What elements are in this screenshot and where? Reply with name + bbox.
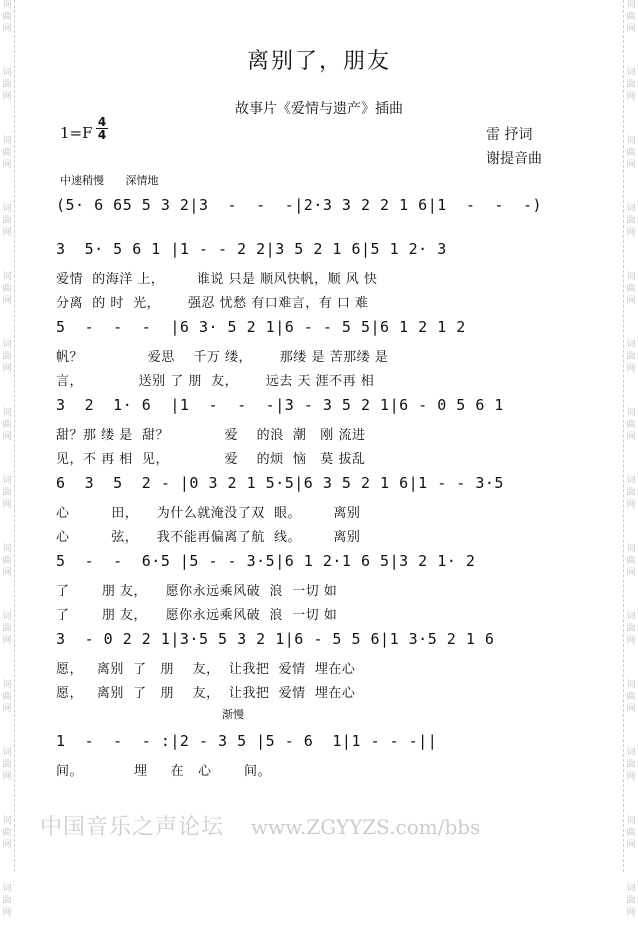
watermark-strip-left — [0, 0, 15, 918]
watermark-char: 曲 — [626, 556, 636, 566]
watermark-char: 网 — [2, 500, 12, 510]
watermark-char: 网 — [2, 704, 12, 714]
watermark-gap — [624, 376, 638, 406]
watermark-char: 词 — [626, 136, 636, 146]
watermark-char: 曲 — [626, 760, 636, 770]
watermark-char: 词 — [626, 68, 636, 78]
footer-forum-name: 中国音乐之声论坛 — [40, 815, 225, 840]
watermark-gap — [0, 580, 14, 610]
watermark-char: 网 — [2, 432, 12, 442]
watermark-gap — [624, 716, 638, 746]
watermark-char: 词 — [626, 612, 636, 622]
time-signature-top: 4 — [97, 115, 107, 129]
watermark-char: 网 — [626, 908, 636, 918]
watermark-gap — [624, 648, 638, 678]
watermark-char: 词 — [2, 612, 12, 622]
footer-url: www.ZGYYZS.com/bbs — [251, 815, 481, 839]
tempo-expression: 深情地 — [125, 174, 159, 187]
watermark-char: 曲 — [2, 556, 12, 566]
watermark-char: 网 — [2, 908, 12, 918]
watermark-char: 网 — [2, 568, 12, 578]
watermark-strip-right — [623, 0, 638, 918]
watermark-char: 网 — [2, 636, 12, 646]
watermark-char: 曲 — [626, 80, 636, 90]
watermark-gap — [624, 580, 638, 610]
lyricist-credit: 雷 抒词 — [486, 127, 533, 143]
watermark-char: 词 — [2, 476, 12, 486]
lyric-line: 愿， 离别 了 朋 友， 让我把 爱情 埋在心 — [56, 662, 356, 677]
watermark-gap — [0, 172, 14, 202]
watermark-gap — [0, 648, 14, 678]
watermark-char: 词 — [2, 884, 12, 894]
watermark-char: 词 — [626, 476, 636, 486]
watermark-char: 网 — [626, 296, 636, 306]
lyric-line: 心 田， 为什么就淹没了双 眼。 离别 — [56, 506, 361, 521]
watermark-char: 网 — [626, 840, 636, 850]
footer-watermark — [40, 810, 480, 841]
watermark-gap — [0, 444, 14, 474]
watermark-char: 曲 — [2, 420, 12, 430]
watermark-char: 词 — [2, 544, 12, 554]
watermark-char: 词 — [626, 204, 636, 214]
watermark-char: 词 — [2, 408, 12, 418]
notation-line: 5 - - - |6 3· 5 2 1|6 - - 5 5|6 1 2 1 2 — [56, 318, 466, 336]
watermark-char: 网 — [2, 228, 12, 238]
watermark-char: 曲 — [626, 488, 636, 498]
watermark-char: 词 — [2, 272, 12, 282]
watermark-gap — [0, 784, 14, 814]
lyric-line: 爱情 的海洋 上， 谁说 只是 顺风快帆，顺 风 快 — [56, 272, 378, 287]
watermark-char: 词 — [626, 816, 636, 826]
watermark-char: 网 — [2, 364, 12, 374]
watermark-char: 曲 — [626, 624, 636, 634]
notation-line: 3 5· 5 6 1 |1 - - 2 2|3 5 2 1 6|5 1 2· 3 — [56, 240, 447, 258]
watermark-gap — [0, 920, 14, 950]
watermark-gap — [624, 240, 638, 270]
watermark-char: 曲 — [2, 896, 12, 906]
watermark-gap — [0, 240, 14, 270]
watermark-char: 词 — [2, 340, 12, 350]
watermark-char: 词 — [2, 68, 12, 78]
watermark-char: 曲 — [626, 352, 636, 362]
watermark-char: 网 — [626, 772, 636, 782]
watermark-char: 网 — [626, 636, 636, 646]
watermark-gap — [624, 920, 638, 950]
watermark-char: 曲 — [2, 12, 12, 22]
song-subtitle: 故事片《爱情与遗产》插曲 — [235, 101, 403, 117]
watermark-char: 网 — [2, 840, 12, 850]
lyric-line: 间。 埋 在 心 间。 — [56, 764, 271, 779]
watermark-gap — [0, 716, 14, 746]
watermark-gap — [624, 172, 638, 202]
watermark-char: 曲 — [2, 624, 12, 634]
key-signature: 1=F — [60, 124, 93, 142]
watermark-char: 曲 — [2, 488, 12, 498]
lyric-line: 言， 送别 了 朋 友， 远去 天 涯不再 相 — [56, 374, 375, 389]
watermark-char: 网 — [2, 772, 12, 782]
watermark-char: 词 — [626, 340, 636, 350]
watermark-char: 曲 — [626, 148, 636, 158]
watermark-char: 词 — [626, 0, 636, 10]
notation-line: 5 - - 6·5 |5 - - 3·5|6 1 2·1 6 5|3 2 1· 2 — [56, 552, 476, 570]
watermark-char: 网 — [2, 160, 12, 170]
watermark-char: 曲 — [2, 284, 12, 294]
watermark-char: 网 — [2, 24, 12, 34]
composer-credit: 谢提音曲 — [486, 151, 542, 167]
watermark-char: 网 — [626, 432, 636, 442]
watermark-char: 词 — [626, 748, 636, 758]
watermark-char: 网 — [626, 500, 636, 510]
watermark-char: 词 — [626, 272, 636, 282]
watermark-char: 网 — [626, 92, 636, 102]
song-title: 离别了，朋友 — [246, 49, 391, 74]
watermark-char: 词 — [2, 680, 12, 690]
watermark-char: 网 — [626, 228, 636, 238]
tempo-marking — [60, 172, 177, 188]
lyric-line: 了 朋 友， 愿你永远乘风破 浪 一切 如 — [56, 608, 338, 623]
watermark-char: 曲 — [626, 284, 636, 294]
time-signature — [96, 116, 108, 141]
notation-line: 6 3 5 2 - |0 3 2 1 5·5|6 3 5 2 1 6|1 - - 3·5 — [56, 474, 504, 492]
watermark-char: 曲 — [2, 828, 12, 838]
watermark-gap — [0, 376, 14, 406]
watermark-char: 词 — [626, 408, 636, 418]
lyric-line: 愿， 离别 了 朋 友， 让我把 爱情 埋在心 — [56, 686, 356, 701]
tempo-speed: 中速稍慢 — [60, 174, 104, 187]
watermark-char: 曲 — [626, 216, 636, 226]
watermark-char: 网 — [626, 704, 636, 714]
lyric-line: 甜？那 缕 是 甜？ 爱 的浪 潮 刚 流进 — [56, 428, 366, 443]
watermark-gap — [0, 512, 14, 542]
notation-line: (5· 6 65 5 3 2|3 - - -|2·3 3 2 2 1 6|1 - - -) — [56, 196, 543, 214]
lyric-line: 分离 的 时 光， 强忍 忧愁 有口难言，有 口 难 — [56, 296, 369, 311]
notation-line: 1 - - - :|2 - 3 5 |5 - 6 1|1 - - -|| — [56, 732, 438, 750]
watermark-char: 词 — [2, 136, 12, 146]
watermark-gap — [0, 308, 14, 338]
watermark-char: 曲 — [626, 692, 636, 702]
notation-line: 3 - 0 2 2 1|3·5 5 3 2 1|6 - 5 5 6|1 3·5 2 1 6 — [56, 630, 495, 648]
watermark-gap — [0, 852, 14, 882]
watermark-char: 网 — [626, 568, 636, 578]
watermark-char: 曲 — [626, 896, 636, 906]
lyric-line: 帆？ 爱思 千万 缕， 那缕 是 苦那缕 是 — [56, 350, 389, 365]
lyric-line: 见，不 再 相 见， 爱 的烦 恼 莫 拔乱 — [56, 452, 366, 467]
watermark-char: 词 — [626, 680, 636, 690]
watermark-char: 词 — [626, 884, 636, 894]
watermark-gap — [624, 784, 638, 814]
watermark-char: 曲 — [626, 12, 636, 22]
watermark-char: 词 — [626, 544, 636, 554]
watermark-char: 网 — [626, 160, 636, 170]
watermark-char: 词 — [2, 816, 12, 826]
watermark-gap — [624, 852, 638, 882]
watermark-char: 曲 — [2, 760, 12, 770]
watermark-gap — [624, 444, 638, 474]
watermark-char: 网 — [2, 296, 12, 306]
notation-line: 3 2 1· 6 |1 - - -|3 - 3 5 2 1|6 - 0 5 6 1 — [56, 396, 504, 414]
watermark-char: 词 — [2, 0, 12, 10]
watermark-char: 曲 — [2, 148, 12, 158]
time-signature-bottom: 4 — [97, 128, 107, 142]
watermark-char: 曲 — [2, 352, 12, 362]
watermark-char: 曲 — [2, 80, 12, 90]
lyric-line: 了 朋 友， 愿你永远乘风破 浪 一切 如 — [56, 584, 338, 599]
watermark-char: 词 — [2, 748, 12, 758]
watermark-char: 网 — [2, 92, 12, 102]
watermark-char: 曲 — [2, 692, 12, 702]
watermark-char: 曲 — [2, 216, 12, 226]
watermark-char: 网 — [626, 364, 636, 374]
watermark-char: 词 — [2, 204, 12, 214]
lyric-line: 心 弦， 我不能再偏离了航 线。 离别 — [56, 530, 361, 545]
watermark-gap — [624, 512, 638, 542]
watermark-char: 曲 — [626, 828, 636, 838]
watermark-gap — [624, 308, 638, 338]
watermark-char: 曲 — [626, 420, 636, 430]
ritardando-mark: 渐慢 — [222, 708, 244, 721]
watermark-char: 网 — [626, 24, 636, 34]
